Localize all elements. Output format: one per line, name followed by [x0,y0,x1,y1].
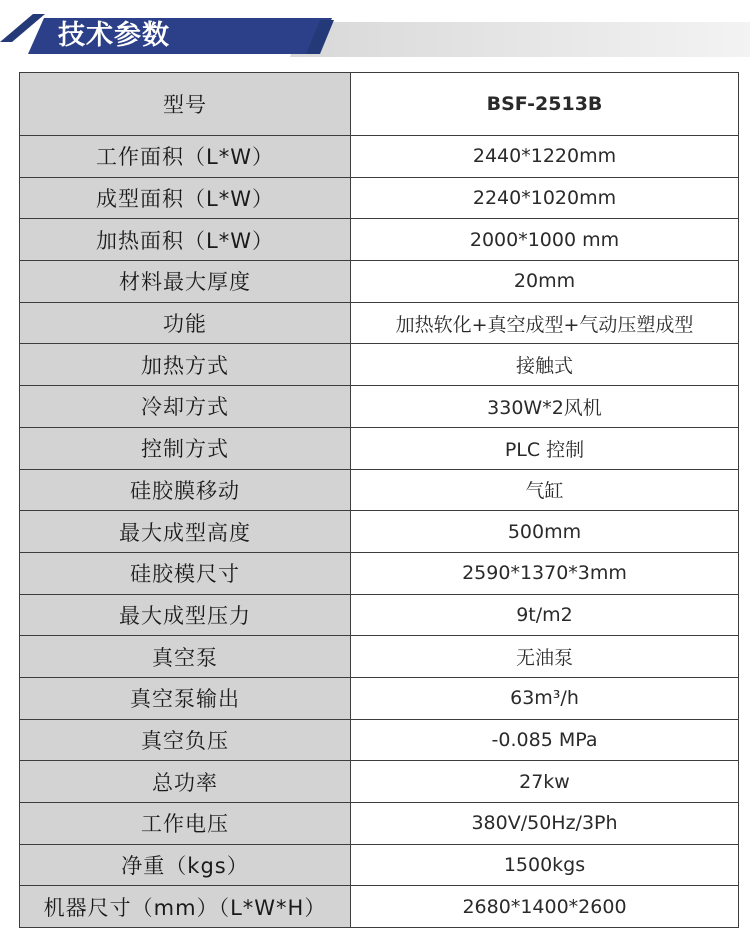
table-header-row [20,73,739,136]
table-row [20,677,739,719]
spec-label: 硅胶膜移动 [20,469,351,511]
spec-table [19,72,739,928]
section-header [0,0,750,70]
table-row [20,136,739,178]
table-row [20,302,739,344]
table-row [20,344,739,386]
spec-value: 气缸 [351,469,739,511]
spec-value: 330W*2风机 [351,386,739,428]
spec-label: 真空负压 [20,719,351,761]
model-value: BSF-2513B [351,73,739,136]
table-row [20,427,739,469]
spec-value: 1500kgs [351,844,739,886]
spec-value: 63m³/h [351,677,739,719]
spec-label: 总功率 [20,761,351,803]
spec-value: 2590*1370*3mm [351,552,739,594]
table-row [20,719,739,761]
spec-label: 最大成型高度 [20,511,351,553]
spec-label: 工作面积（L*W） [20,136,351,178]
section-title: 技术参数 [58,20,170,51]
spec-value: 20mm [351,261,739,303]
spec-value: 2000*1000 mm [351,219,739,261]
spec-value: 无油泵 [351,636,739,678]
spec-value: 2680*1400*2600 [351,886,739,928]
table-row [20,469,739,511]
spec-value: 加热软化+真空成型+气动压塑成型 [351,302,739,344]
spec-value: 27kw [351,761,739,803]
spec-value: 2240*1020mm [351,177,739,219]
spec-label: 机器尺寸（mm）（L*W*H） [20,886,351,928]
spec-label: 成型面积（L*W） [20,177,351,219]
spec-label: 冷却方式 [20,386,351,428]
spec-label: 净重（kgs） [20,844,351,886]
table-row [20,803,739,845]
spec-label: 加热方式 [20,344,351,386]
spec-label: 加热面积（L*W） [20,219,351,261]
spec-label: 硅胶模尺寸 [20,552,351,594]
table-row [20,886,739,928]
spec-label: 控制方式 [20,427,351,469]
table-row [20,844,739,886]
spec-label: 材料最大厚度 [20,261,351,303]
spec-value: -0.085 MPa [351,719,739,761]
spec-value: 380V/50Hz/3Ph [351,803,739,845]
spec-label: 工作电压 [20,803,351,845]
table-row [20,636,739,678]
spec-value: PLC 控制 [351,427,739,469]
spec-label: 功能 [20,302,351,344]
table-row [20,177,739,219]
table-row [20,552,739,594]
table-row [20,261,739,303]
spec-label: 最大成型压力 [20,594,351,636]
spec-value: 500mm [351,511,739,553]
table-row [20,219,739,261]
spec-value: 2440*1220mm [351,136,739,178]
table-row [20,761,739,803]
spec-label: 真空泵 [20,636,351,678]
table-row [20,594,739,636]
table-row [20,386,739,428]
spec-value: 接触式 [351,344,739,386]
model-label: 型号 [20,73,351,136]
table-row [20,511,739,553]
spec-label: 真空泵输出 [20,677,351,719]
spec-value: 9t/m2 [351,594,739,636]
